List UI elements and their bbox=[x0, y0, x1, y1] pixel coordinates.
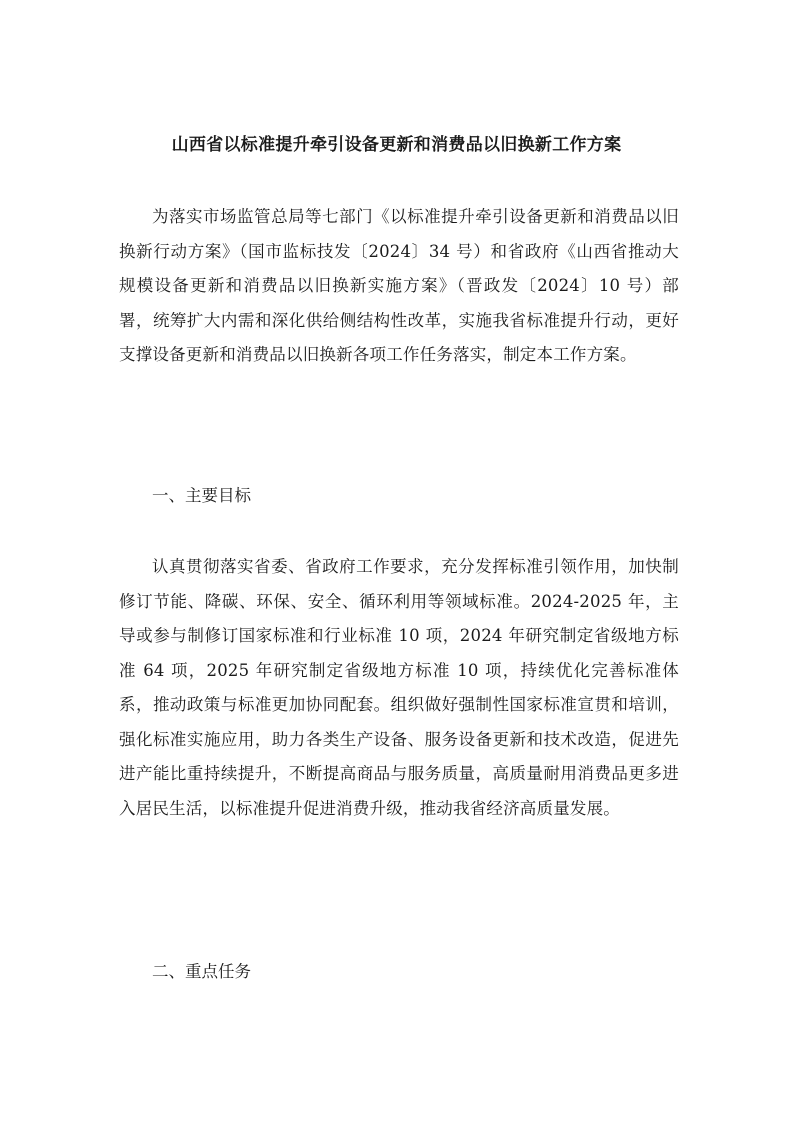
section-heading-key-tasks: 二、重点任务 bbox=[152, 962, 251, 981]
document-title: 山西省以标准提升牵引设备更新和消费品以旧换新工作方案 bbox=[171, 135, 622, 155]
main-goals-paragraph: 认真贯彻落实省委、省政府工作要求，充分发挥标准引领作用，加快制修订节能、降碳、环保、安全、循环利用等领域标准。2024-2025 年，主导或参与制修订国家标准和行业标准 10 项，2024 年研究制定省级地方标准 64 项，2025 年研究制定省级地方标准 10 项，持续优化完善标准体系，推动政策与标准更加协同配套。组织做好强制性国家标准宣贯和培训，强化标准实施应用，助力各类生产设备、服务设备更新和技术改造，促进先进产能比重持续提升，不断提高商品与服务质量，高质量耐用消费品更多进入居民生活，以标准提升促进消费升级，推动我省经济高质量发展。 bbox=[119, 557, 679, 818]
intro-paragraph: 为落实市场监管总局等七部门《以标准提升牵引设备更新和消费品以旧换新行动方案》（国市监标技发〔2024〕34 号）和省政府《山西省推动大规模设备更新和消费品以旧换新实施方案》（晋政发〔2024〕10 号）部署，统筹扩大内需和深化供给侧结构性改革，实施我省标准提升行动，更好支撑设备更新和消费品以旧换新各项工作任务落实，制定本工作方案。 bbox=[119, 207, 679, 364]
section-heading-main-goals: 一、主要目标 bbox=[152, 486, 251, 505]
